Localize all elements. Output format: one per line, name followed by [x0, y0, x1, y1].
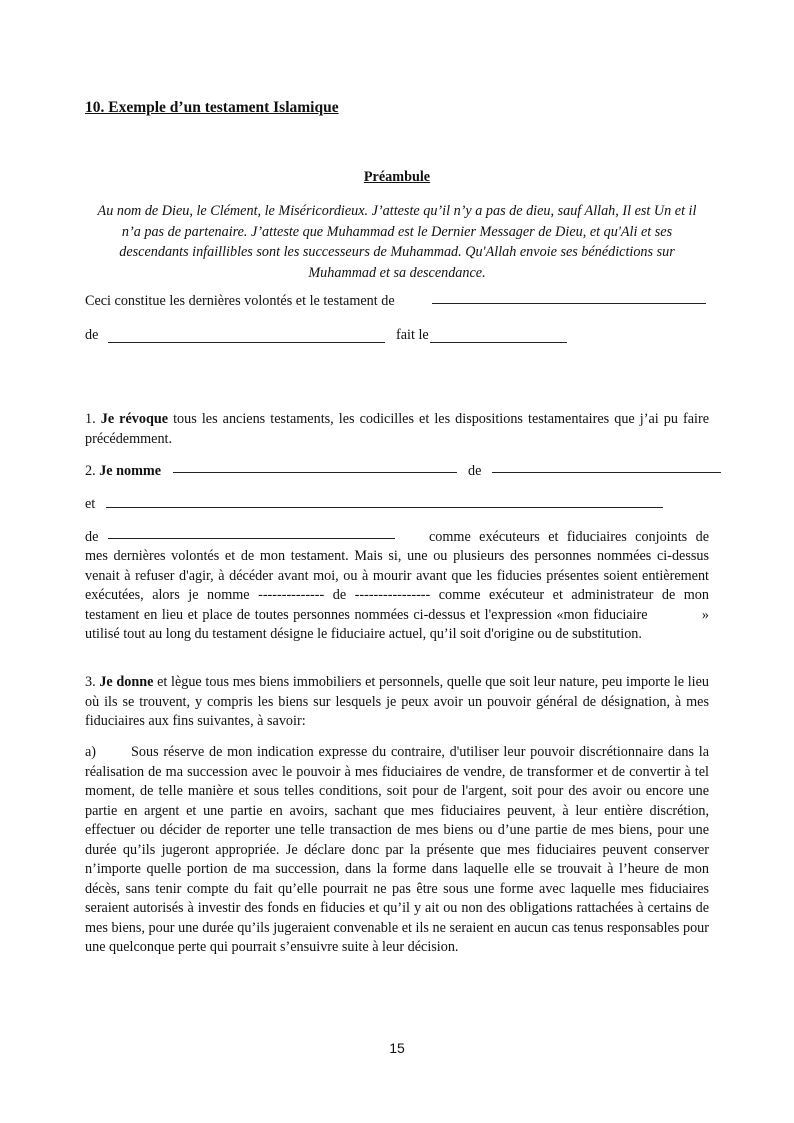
intro-text: Ceci constitue les dernières volontés et le testament de [85, 293, 395, 309]
clause-1-keyword: Je révoque [100, 411, 169, 427]
clause-2-co-executors: comme exécuteurs et fiduciaires conjoints de [429, 529, 709, 545]
testator-name-blank[interactable] [432, 303, 706, 304]
clause-3: 3. Je donne et lègue tous mes biens immobiliers et personnels, quelle que soit leur nature, peu importe le lieu où ils se trouvent, y compris les biens sur lesquels je peux avoir un pouvoir général de désignation, à mes fiduciaires aux fins suivantes, à savoir: [85, 674, 710, 729]
executor-1-place-blank[interactable] [492, 472, 721, 473]
clause-2-de2-label: de [85, 529, 99, 545]
preamble-line: Au nom de Dieu, le Clément, le Miséricordieux. J’atteste qu’il n’y a pas de dieu, sauf Allah, Il est Un et il [97, 203, 697, 219]
executor-1-name-blank[interactable] [173, 472, 457, 473]
executor-2-name-blank[interactable] [106, 507, 663, 508]
clause-2-de-label: de [468, 463, 482, 479]
section-heading: 10. Exemple d’un testament Islamique [85, 99, 339, 116]
clause-3a-label: a) [85, 744, 97, 760]
fait-le-label: fait le [396, 327, 429, 343]
preamble-line: descendants infaillibles sont les successeurs de Muhammad. Qu'Allah envoie ses bénédictions sur [119, 244, 675, 260]
executor-2-place-blank[interactable] [108, 538, 395, 539]
preamble-title: Préambule [363, 169, 431, 185]
preamble-line: n’a pas de partenaire. J’atteste que Muhammad est le Dernier Messager de Dieu, et qu'Ali et ses [121, 223, 673, 240]
clause-1: 1. Je révoque tous les anciens testaments, les codicilles et les dispositions testamentaires que j’ai pu faire précédemment. [85, 411, 709, 447]
preamble-text [85, 201, 709, 283]
clause-2-keyword: Je nomme [99, 463, 162, 479]
preamble-line: Muhammad et sa descendance. [308, 264, 486, 281]
testator-place-blank[interactable] [108, 342, 385, 343]
intro-de-label: de [85, 327, 99, 343]
page-number: 15 [389, 1040, 405, 1056]
clause-2-et-label: et [85, 496, 96, 512]
date-blank[interactable] [430, 342, 567, 343]
clause-2-body: mes dernières volontés et de mon testament. Mais si, une ou plusieurs des personnes nommées ci-dessus venait à refuser d'agir, à décéder avant moi, ou à mourir avant que les fiducies présentes soient entièrement exécutées, alors je nomme -------------- de ---------------- comme exécuteur et administrateur de mon testament en lieu et place de toutes personnes nommées ci-dessus et l'expression «mon fiduciaire » utilisé tout au long du testament désigne le fiduciaire actuel, qu’il soit d'origine ou de substitution. [85, 548, 709, 642]
clause-3a: a) Sous réserve de mon indication expresse du contraire, d'utiliser leur pouvoir discrétionnaire dans la réalisation de ma succession avec le pouvoir à mes fiduciaires de vendre, de transformer et de convertir à tel moment, de telle manière et sous telles conditions, soit pour de l'argent, soit pour des avoir ou encore une partie en argent et une partie en avoirs, sachant que mes fiduciaires peuvent, à leur entière discrétion, effectuer ou décider de reporter une telle transaction de mes biens ou d’une partie de mes biens, pour une durée qu’ils jugeront appropriée. Je déclare donc par la présente que mes fiduciaires peuvent conserver n’importe quelle portion de ma succession, dans la forme dans laquelle elle se trouvait à l’heure de mon décès, sans tenir compte du fait qu’elle pourrait ne pas être sous une forme avec laquelle mes fiduciaires seraient autorisés à investir des fonds en fiducies et qu’il y ait ou non des obligations rattachées à certains de mes biens, pour une durée qu’ils jugeraient convenable et ils ne seraient en aucun cas tenus responsables pour une quelconque perte qui pourrait s’ensuivre suite à leur décision. [85, 744, 709, 955]
clause-3-keyword: Je donne [99, 674, 154, 690]
clause-2-start: 2. Je nomme [85, 463, 162, 479]
